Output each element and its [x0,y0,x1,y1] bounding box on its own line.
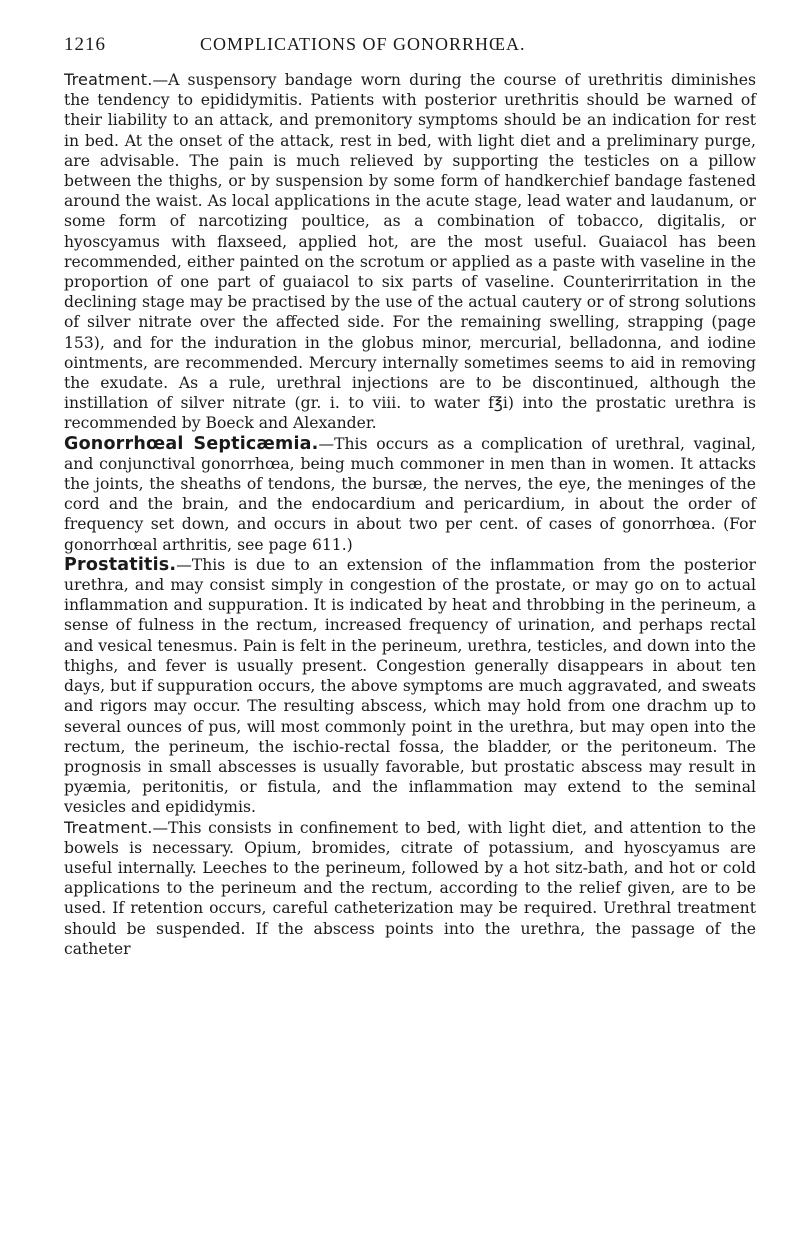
paragraph-prostatitis-treatment [64,818,756,959]
paragraph-body: —This occurs as a complication of urethral, vaginal, and conjunctival gonorrhœa, being much commoner in men than in women. It attacks the joints, the sheaths of tendons, the bursæ, the nerves, the eye, the meninges of the cord and the brain, and the endocardium and pericardium, in about the order of frequency set down, and occurs in about two per cent. of cases of gonorrhœa. (For gonorrhœal arthritis, see page 611.) [64,434,756,554]
paragraph-epididymitis-treatment [64,70,756,434]
paragraph-gonorrhoeal-septicaemia [64,434,756,555]
section-heading: Treatment. [64,817,153,837]
running-head [64,34,756,58]
section-heading: Treatment. [64,70,153,89]
section-heading: Gonorrhœal Septicæmia. [64,433,319,454]
page-number: 1216 [64,34,106,55]
paragraph-body: —This consists in confinement to bed, with light diet, and attention to the bowels is necessary. Opium, bromides, citrate of potassium, and hyoscyamus are useful internally. Leeches to the perineum, followed by a hot sitz-bath, and hot or cold applications to the perineum and the rectum, according to the relief given, are to be used. If retention occurs, careful catheterization may be required. Urethral treatment should be suspended. If the abscess points into the urethra, the passage of the catheter [64,818,756,958]
paragraph-prostatitis [64,555,756,818]
book-page [64,34,756,959]
running-head-title: COMPLICATIONS OF GONORRHŒA. [200,34,526,54]
section-heading: Prostatitis. [64,554,177,575]
paragraph-body: —A suspensory bandage worn during the course of urethritis diminishes the tendency to epididymitis. Patients with posterior urethritis should be warned of their liability to an attack, and premonitory symptoms should be an indication for rest in bed. At the onset of the attack, rest in bed, with light diet and a preliminary purge, are advisable. The pain is much relieved by supporting the testicles on a pillow between the thighs, or by suspension by some form of handkerchief bandage fastened around the waist. As local applications in the acute stage, lead water and laudanum, or some form of narcotizing poultice, as a combination of tobacco, digitalis, or hyoscyamus with flaxseed, applied hot, are the most useful. Guaiacol has been recommended, either painted on the scrotum or applied as a paste with vaseline in the proportion of one part of guaiacol to six parts of vaseline. Counterirritation in the declining stage may be practised by the use of the actual cautery or of strong solutions of silver nitrate over the affected side. For the remaining swelling, strapping (page 153), and for the induration in the globus minor, mercurial, belladonna, and iodine ointments, are recommended. Mercury internally sometimes seems to aid in removing the exudate. As a rule, urethral injections are to be discontinued, although the instillation of silver nitrate (gr. i. to viii. to water f℥i) into the prostatic urethra is recommended by Boeck and Alexander. [64,71,756,433]
paragraph-body: —This is due to an extension of the inflammation from the posterior urethra, and may consist simply in congestion of the prostate, or may go on to actual inflammation and suppuration. It is indicated by heat and throbbing in the perineum, a sense of fulness in the rectum, increased frequency of urination, and perhaps rectal and vesical tenesmus. Pain is felt in the perineum, urethra, testicles, and down into the thighs, and fever is usually present. Congestion generally disappears in about ten days, but if suppuration occurs, the above symptoms are much aggravated, and sweats and rigors may occur. The resulting abscess, which may hold from one drachm up to several ounces of pus, will most commonly point in the urethra, but may open into the rectum, the perineum, the ischio-rectal fossa, the bladder, or the peritoneum. The prognosis in small abscesses is usually favorable, but prostatic abscess may result in pyæmia, peritonitis, or fistula, and the inflammation may extend to the seminal vesicles and epididymis. [64,555,756,817]
